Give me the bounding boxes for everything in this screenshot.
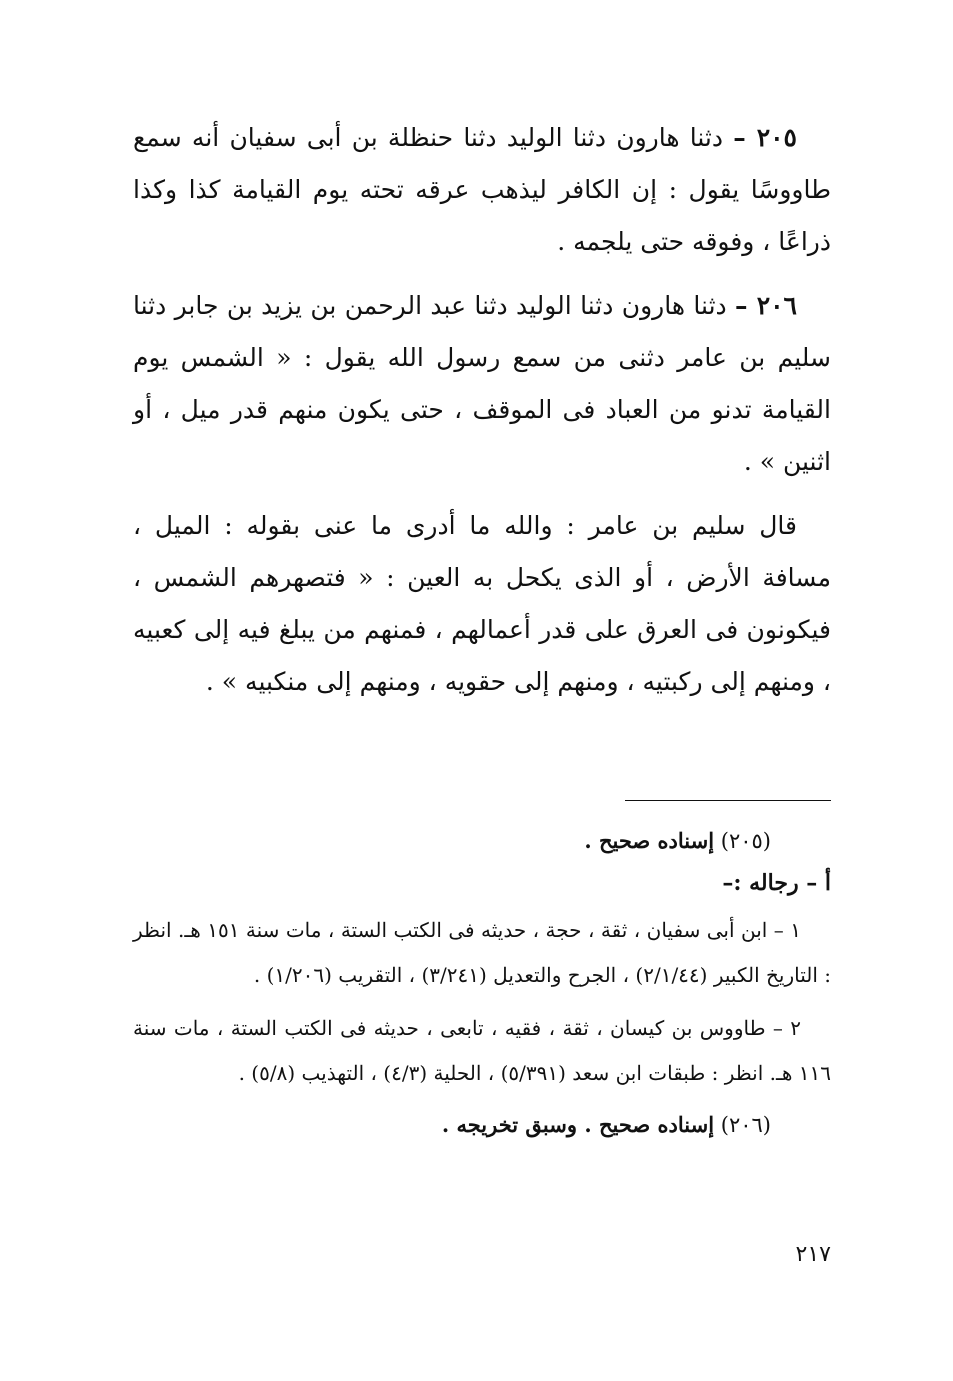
narrator-2: ٢ – طاووس بن كيسان ، ثقة ، فقيه ، تابعى ، حديثه فى الكتب الستة ، مات سنة ١١٦ هـ. انظر : طبقات ابن سعد (٥/٣٩١) ، الحلية (٤/٣) ، التهذيب (٥/٨) . <box>133 1016 831 1085</box>
commentary-text: قال سليم بن عامر : والله ما أدرى ما عنى بقوله : الميل ، مسافة الأرض ، أو الذى يكحل به العين : « فتصهرهم الشمس ، فيكونون فى العرق على قدر أعمالهم ، فمنهم من يبلغ فيه إلى كعبيه ، ومنهم إلى ركبتيه ، ومنهم إلى حقويه ، ومنهم إلى منكبيه » . <box>133 511 831 696</box>
commentary-paragraph <box>133 500 831 708</box>
footnote-ref: (٢٠٦) <box>720 1113 771 1137</box>
page-number: ٢١٧ <box>795 1242 831 1267</box>
narrator-1: ١ – ابن أبى سفيان ، ثقة ، حجة ، حديثه فى الكتب الستة ، مات سنة ١٥١ هـ. انظر : التاريخ الكبير (٢/١/٤٤) ، الجرح والتعديل (٣/٢٤١) ، التقريب (١/٢٠٦) . <box>133 918 831 987</box>
footnote-grade: إسناده صحيح . <box>584 828 715 853</box>
footnote-205 <box>133 820 831 862</box>
hadith-206 <box>133 280 831 488</box>
footnote-ref: (٢٠٥) <box>720 829 771 853</box>
footnote-206 <box>133 1104 831 1146</box>
footnote-grade: إسناده صحيح . وسبق تخريجه . <box>441 1112 715 1137</box>
footnotes <box>133 820 831 1146</box>
main-text <box>133 112 831 720</box>
hadith-number: ٢٠٦ – <box>735 291 797 320</box>
hadith-number: ٢٠٥ – <box>733 123 797 152</box>
hadith-205 <box>133 112 831 268</box>
hadith-text: دثنا هارون دثنا الوليد دثنا حنظلة بن أبى سفيان أنه سمع طاووسًا يقول : إن الكافر ليذهب عرقه تحته يوم القيامة كذا وكذا ذراعًا ، وفوقه حتى يلجمه . <box>133 123 831 256</box>
rijal-heading: أ – رجاله :– <box>722 870 831 896</box>
hadith-text: دثنا هارون دثنا الوليد دثنا عبد الرحمن بن يزيد بن جابر دثنا سليم بن عامر دثنى من سمع رسول الله يقول : « الشمس يوم القيامة تدنو من العباد فى الموقف ، حتى يكون منهم قدر ميل ، أو اثنين » . <box>133 291 831 476</box>
footnote-divider <box>625 800 831 801</box>
